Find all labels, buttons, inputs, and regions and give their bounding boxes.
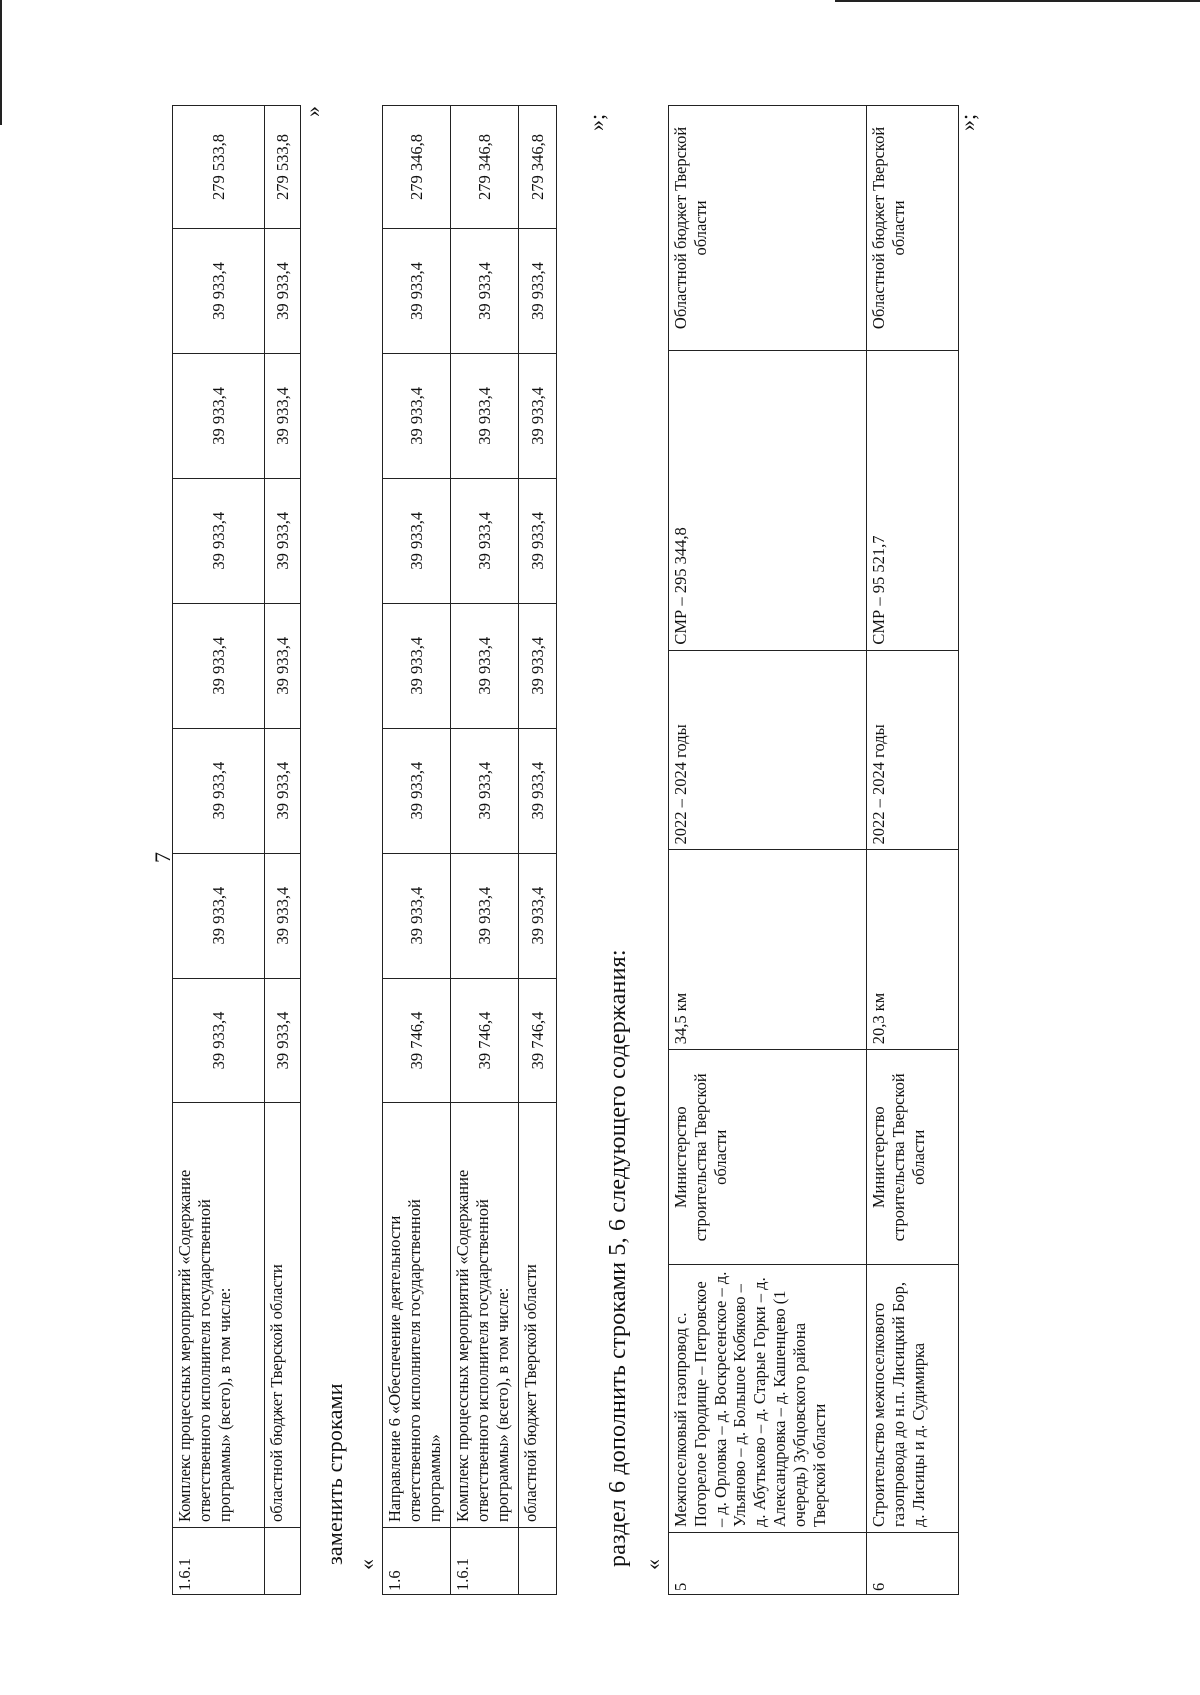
row-value: 39 933,4	[173, 978, 265, 1103]
funding-source: Областной бюджет Тверской области	[867, 106, 959, 351]
row-value: 39 933,4	[173, 603, 265, 728]
section-heading: раздел 6 дополнить строками 5, 6 следующего содержания:	[605, 949, 631, 1567]
row-value: 39 933,4	[519, 228, 557, 353]
row-value: 39 933,4	[451, 353, 519, 478]
row-index: 1.6	[383, 1528, 451, 1595]
responsible-ministry: Министерство строительства Тверской области	[669, 1050, 867, 1265]
row-value: 39 933,4	[383, 853, 451, 978]
replace-heading: заменить строками	[322, 1383, 347, 1565]
table-row	[173, 106, 265, 1595]
row-value: 39 933,4	[265, 728, 301, 853]
row-index: 1.6.1	[451, 1528, 519, 1595]
row-index: 1.6.1	[173, 1528, 265, 1595]
row-value: 39 746,4	[383, 978, 451, 1103]
object-years: 2022 – 2024 годы	[669, 650, 867, 850]
row-value: 39 933,4	[173, 353, 265, 478]
open-quote: «	[640, 1559, 665, 1570]
row-index: 5	[669, 1533, 867, 1595]
table-row	[519, 106, 557, 1595]
table-new-rows	[382, 105, 557, 1595]
row-value: 279 533,8	[173, 106, 265, 229]
row-name: областной бюджет Тверской области	[265, 1103, 301, 1528]
row-value: 279 533,8	[265, 106, 301, 229]
row-value: 279 346,8	[383, 106, 451, 229]
row-value: 39 933,4	[173, 728, 265, 853]
object-cost: СМР – 95 521,7	[867, 350, 959, 650]
row-value: 39 933,4	[451, 478, 519, 603]
row-value: 279 346,8	[519, 106, 557, 229]
row-value: 39 933,4	[265, 353, 301, 478]
row-value: 39 933,4	[451, 728, 519, 853]
row-value: 39 933,4	[173, 228, 265, 353]
row-value: 39 933,4	[519, 478, 557, 603]
row-value: 39 933,4	[451, 603, 519, 728]
row-value: 39 933,4	[519, 603, 557, 728]
object-name: Строительство межпоселкового газопровода до н.п. Лисицкий Бор, д. Лисицы и д. Судимирка	[867, 1265, 959, 1533]
row-name: Комплекс процессных мероприятий «Содержание ответственного исполнителя государственной программы» (всего), в том числе:	[451, 1103, 519, 1528]
row-value: 39 933,4	[383, 728, 451, 853]
object-length: 34,5 км	[669, 850, 867, 1050]
object-name: Межпоселковый газопровод с. Погорелое Городище – Петровское – д. Орловка – д. Воскресенское – д. Ульяново – д. Большое Кобяково – д. Абутьково – д. Старые Горки – д. Александровка – д. Кашенцево (1 очередь) Зубцовского района Тверской области	[669, 1265, 867, 1533]
funding-source: Областной бюджет Тверской области	[669, 106, 867, 351]
object-length: 20,3 км	[867, 850, 959, 1050]
row-value: 39 933,4	[383, 228, 451, 353]
row-name: Направление 6 «Обеспечение деятельности ответственного исполнителя государственной программы»	[383, 1103, 451, 1528]
close-quote: »;	[584, 113, 609, 131]
row-value: 39 746,4	[519, 978, 557, 1103]
row-name: областной бюджет Тверской области	[519, 1103, 557, 1528]
table-old-rows	[172, 105, 301, 1595]
open-quote: «	[354, 1559, 379, 1570]
row-value: 39 933,4	[383, 478, 451, 603]
row-value: 39 933,4	[265, 603, 301, 728]
responsible-ministry: Министерство строительства Тверской области	[867, 1050, 959, 1265]
row-value: 39 933,4	[173, 478, 265, 603]
close-quote: »	[300, 106, 325, 117]
page-number: 7	[150, 852, 175, 863]
row-value: 39 933,4	[265, 478, 301, 603]
row-value: 39 933,4	[383, 603, 451, 728]
row-value: 39 933,4	[265, 853, 301, 978]
row-index: 6	[867, 1533, 959, 1595]
row-value: 39 933,4	[451, 853, 519, 978]
table-row	[669, 106, 867, 1595]
row-value: 279 346,8	[451, 106, 519, 229]
object-cost: СМР – 295 344,8	[669, 350, 867, 650]
row-value: 39 933,4	[519, 353, 557, 478]
close-quote: »;	[955, 113, 980, 131]
row-name: Комплекс процессных мероприятий «Содержание ответственного исполнителя государственной программы» (всего), в том числе:	[173, 1103, 265, 1528]
object-years: 2022 – 2024 годы	[867, 650, 959, 850]
row-value: 39 933,4	[383, 353, 451, 478]
row-value: 39 933,4	[265, 228, 301, 353]
table-gas-pipelines	[668, 105, 959, 1595]
row-index	[519, 1528, 557, 1595]
row-value: 39 933,4	[519, 853, 557, 978]
row-value: 39 933,4	[451, 228, 519, 353]
row-index	[265, 1528, 301, 1595]
row-value: 39 933,4	[265, 978, 301, 1103]
row-value: 39 933,4	[519, 728, 557, 853]
table-row	[265, 106, 301, 1595]
table-row	[383, 106, 451, 1595]
row-value: 39 933,4	[173, 853, 265, 978]
table-row	[867, 106, 959, 1595]
table-row	[451, 106, 519, 1595]
row-value: 39 746,4	[451, 978, 519, 1103]
